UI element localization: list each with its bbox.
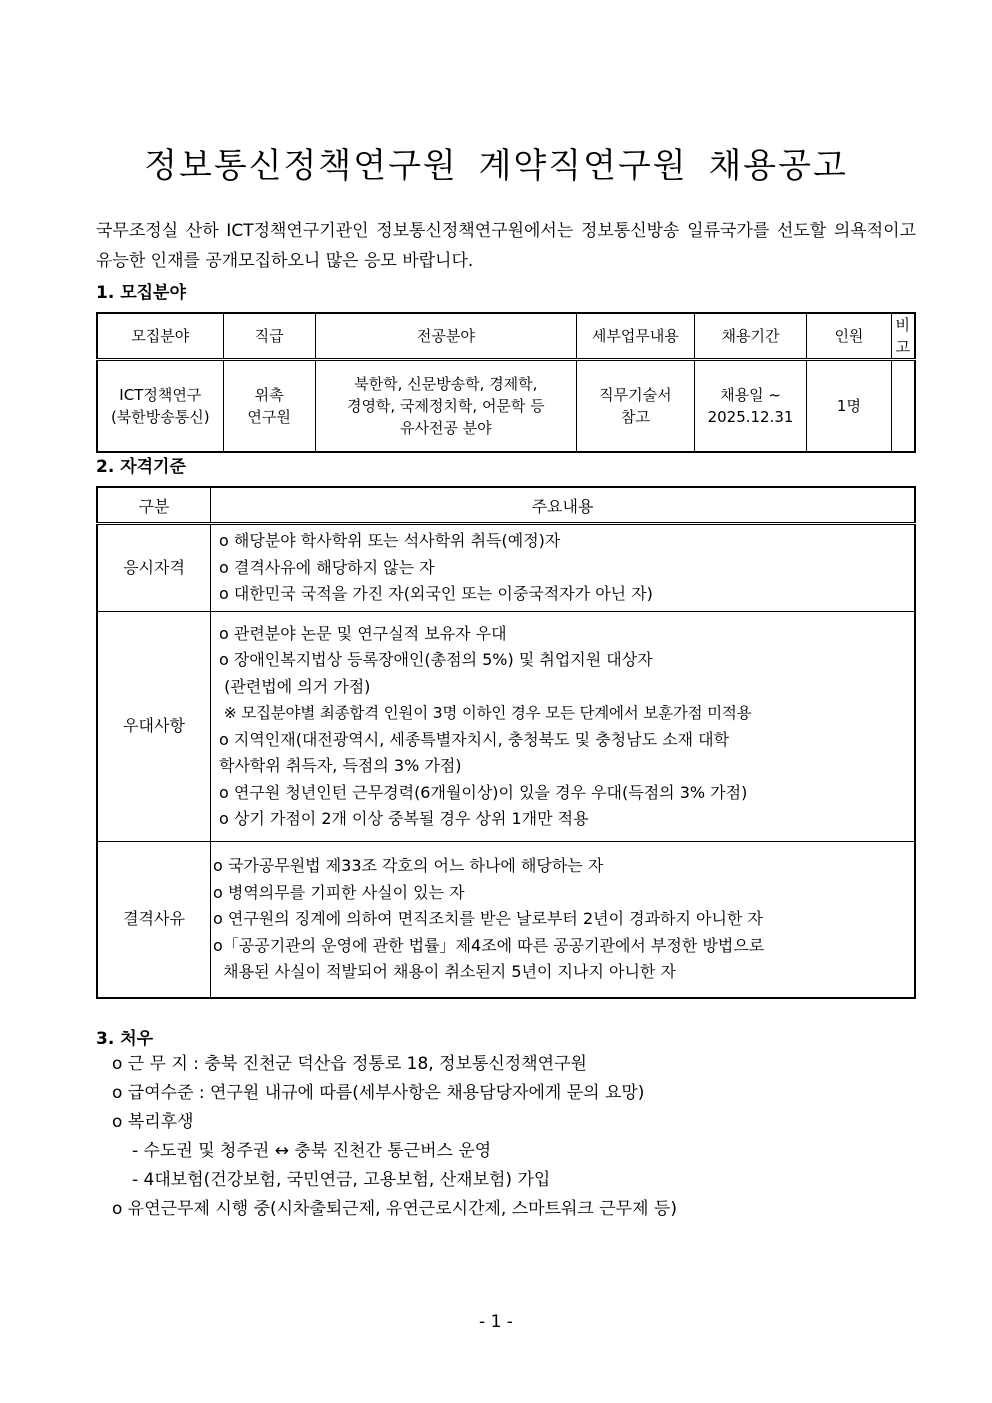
list-item: o 대한민국 국적을 가진 자(외국인 또는 이중국적자가 아닌 자) — [219, 584, 653, 604]
label-preference: 우대사항 — [97, 612, 211, 842]
page-number: - 1 - — [479, 1312, 513, 1332]
list-item: o 연구원 청년인턴 근무경력(6개월이상)이 있을 경우 우대(득점의 3% 가점) — [219, 782, 748, 802]
list-item: o 지역인재(대전광역시, 세종특별자치시, 충청북도 및 충청남도 소재 대학 — [219, 729, 730, 749]
eligibility-content — [211, 524, 916, 612]
list-item: o 유연근무제 시행 중(시차출퇴근제, 유연근로시간제, 스마트워크 근무제 등) — [112, 1199, 677, 1219]
qualifications-table — [96, 486, 916, 999]
header-rank: 직급 — [223, 313, 315, 360]
list-item: o 연구원의 징계에 의하여 면직조치를 받은 날로부터 2년이 경과하지 아니한 자 — [213, 909, 763, 928]
period-line: 2025.12.31 — [707, 408, 794, 426]
list-item: o 병역의무를 기피한 사실이 있는 자 — [213, 882, 465, 902]
cell-field — [97, 360, 223, 453]
list-item: ※ 모집분야별 최종합격 인원이 3명 이하인 경우 모든 단계에서 보훈가점 미적용 — [219, 704, 752, 722]
section-heading-qualifications: 2. 자격기준 — [96, 457, 186, 477]
label-disqualification: 결격사유 — [97, 842, 211, 998]
list-item: o 결격사유에 해당하지 않는 자 — [219, 557, 435, 577]
table-header-row — [97, 487, 915, 524]
rank-line: 위촉 — [254, 386, 284, 404]
cell-major — [315, 360, 577, 453]
list-item: o 관련분야 논문 및 연구실적 보유자 우대 — [219, 623, 507, 643]
header-major: 전공분야 — [315, 313, 577, 360]
list-item: o 국가공무원법 제33조 각호의 어느 하나에 해당하는 자 — [213, 856, 604, 875]
major-line: 북한학, 신문방송학, 경제학, — [354, 375, 538, 393]
list-item: o 장애인복지법상 등록장애인(총점의 5%) 및 취업지원 대상자 — [219, 650, 653, 669]
list-item: 채용된 사실이 적발되어 채용이 취소된지 5년이 지나지 아니한 자 — [213, 962, 676, 981]
cell-period — [694, 360, 807, 453]
header-field: 모집분야 — [97, 313, 223, 360]
disqualification-content — [211, 842, 916, 998]
major-line: 경영학, 국제정치학, 어문학 등 — [346, 397, 545, 415]
list-item: o 상기 가점이 2개 이상 중복될 경우 상위 1개만 적용 — [219, 809, 589, 828]
list-item: o 해당분야 학사학위 또는 석사학위 취득(예정)자 — [219, 531, 561, 551]
header-note: 비고 — [891, 313, 915, 360]
duty-line: 참고 — [620, 408, 650, 426]
rank-line: 연구원 — [247, 408, 291, 426]
header-category: 구분 — [97, 487, 211, 524]
list-item: - 수도권 및 청주권 ↔ 충북 진천간 통근버스 운영 — [132, 1141, 492, 1161]
table-row — [97, 842, 915, 998]
cell-count: 1명 — [807, 360, 891, 453]
duty-line: 직무기술서 — [599, 386, 672, 404]
table-row — [97, 360, 915, 453]
cell-rank — [223, 360, 315, 453]
list-item: o「공공기관의 운영에 관한 법률」제4조에 따른 공공기관에서 부정한 방법으로 — [213, 935, 765, 955]
cell-duty — [577, 360, 695, 453]
table-row — [97, 612, 915, 842]
benefits-list — [112, 1050, 677, 1224]
header-period: 채용기간 — [694, 313, 807, 360]
section-heading-benefits: 3. 처우 — [96, 1029, 154, 1049]
field-line: ICT정책연구 — [119, 386, 202, 404]
header-duty: 세부업무내용 — [577, 313, 695, 360]
list-item: 학사학위 취득자, 득점의 3% 가점) — [219, 756, 462, 775]
list-item: o 급여수준 : 연구원 내규에 따름(세부사항은 채용담당자에게 문의 요망) — [112, 1083, 645, 1103]
page-title: 정보통신정책연구원 계약직연구원 채용공고 — [144, 146, 848, 186]
list-item: (관련법에 의거 가점) — [219, 676, 371, 696]
list-item: o 근 무 지 : 충북 진천군 덕산읍 정통로 18, 정보통신정책연구원 — [112, 1054, 587, 1074]
intro-paragraph: 국무조정실 산하 ICT정책연구기관인 정보통신정책연구원에서는 정보통신방송 일류국가를 선도할 의욕적이고 유능한 인재를 공개모집하오니 많은 응모 바랍니다. — [96, 221, 916, 271]
preference-content — [211, 612, 916, 842]
recruitment-table — [96, 312, 916, 453]
major-line: 유사전공 분야 — [399, 419, 492, 437]
field-line: (북한방송통신) — [110, 408, 210, 426]
period-line: 채용일 ~ — [720, 386, 781, 404]
header-count: 인원 — [807, 313, 891, 360]
cell-note — [891, 360, 915, 453]
list-item: - 4대보험(건강보험, 국민연금, 고용보험, 산재보험) 가입 — [132, 1170, 551, 1190]
list-item: o 복리후생 — [112, 1112, 194, 1132]
section-heading-recruitment: 1. 모집분야 — [96, 283, 186, 303]
label-eligibility: 응시자격 — [97, 524, 211, 612]
header-content: 주요내용 — [211, 487, 916, 524]
table-header-row — [97, 313, 915, 360]
table-row — [97, 524, 915, 612]
